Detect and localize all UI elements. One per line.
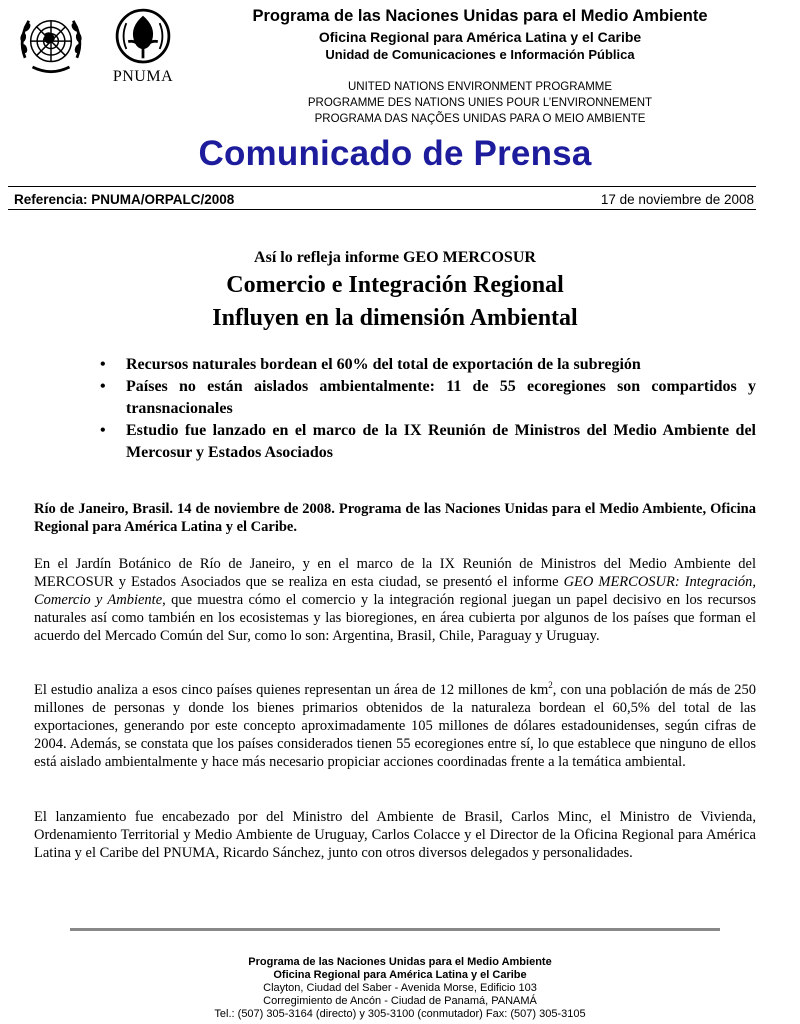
footer-address-1: Clayton, Ciudad del Saber - Avenida Morse, Edificio 103 bbox=[263, 982, 537, 994]
footer-office: Oficina Regional para América Latina y el Caribe bbox=[273, 969, 527, 981]
organization-name-pt: PROGRAMA DAS NAÇÕES UNIDAS PARA O MEIO AMBIENTE bbox=[314, 113, 646, 125]
press-release-title: Comunicado de Prensa bbox=[198, 134, 592, 173]
body-paragraph-2 bbox=[34, 681, 756, 771]
un-emblem-logo bbox=[14, 6, 88, 80]
unep-globe-logo bbox=[106, 6, 180, 68]
footer-organization: Programa de las Naciones Unidas para el Medio Ambiente bbox=[248, 956, 552, 968]
communications-unit-name: Unidad de Comunicaciones e Información Pública bbox=[325, 47, 635, 62]
report-title: GEO MERCOSUR: Integración, Comercio y Ambiente bbox=[34, 574, 756, 608]
bullet-glyph: • bbox=[100, 422, 106, 439]
body-paragraph-3: El lanzamiento fue encabezado por del Ministro del Ambiente de Brasil, Carlos Minc, el Ministro de Vivienda, Ordenamiento Territorial y Medio Ambiente de Uruguay, Carlos Colacce y el Director de la Oficina Regional para América Latina y el Caribe del PNUMA, Ricardo Sánchez, junto con otros diversos delegados y personalidades. bbox=[34, 809, 756, 861]
headline-line-1: Comercio e Integración Regional bbox=[226, 272, 564, 298]
dateline-paragraph: Río de Janeiro, Brasil. 14 de noviembre de 2008. Programa de las Naciones Unidas para el Medio Ambiente, Oficina Regional para América Latina y el Caribe. bbox=[34, 501, 756, 535]
headline-line-2: Influyen en la dimensión Ambiental bbox=[212, 305, 578, 331]
highlight-item bbox=[100, 376, 756, 420]
footer-address-2: Corregimiento de Ancón - Ciudad de Panamá, PANAMÁ bbox=[263, 995, 537, 1007]
highlight-text: Recursos naturales bordean el 60% del total de exportación de la subregión bbox=[126, 356, 641, 373]
pnuma-logo-text: PNUMA bbox=[112, 68, 174, 85]
organization-name-en: UNITED NATIONS ENVIRONMENT PROGRAMME bbox=[347, 81, 613, 93]
organization-name-es: Programa de las Naciones Unidas para el Medio Ambiente bbox=[252, 7, 708, 25]
highlights-list bbox=[100, 354, 756, 464]
footer-contact: Tel.: (507) 305-3164 (directo) y 305-3100 (conmutador) Fax: (507) 305-3105 bbox=[214, 1008, 586, 1020]
paragraph-text: , que muestra cómo el comercio y la integración regional juegan un papel decisivo en los recursos naturales así como también en los ecosistemas y las bioregiones, en área cubierta por algunos de los países que forman el acuerdo del Mercado Común del Sur, como lo son: Argentina, Brasil, Chile, Paraguay y Uruguay. bbox=[34, 592, 756, 644]
bullet-glyph: • bbox=[100, 378, 106, 395]
reference-bottom-rule bbox=[8, 209, 756, 210]
body-paragraph-1 bbox=[34, 555, 756, 645]
headline-kicker: Así lo refleja informe GEO MERCOSUR bbox=[254, 249, 536, 266]
highlight-text: Estudio fue lanzado en el marco de la IX Reunión de Ministros del Medio Ambiente del Mercosur y Estados Asociados bbox=[126, 422, 756, 461]
paragraph-text: , con una población de más de 250 millones de personas y donde los bienes primarios obtenidos de la naturaleza bordean el 60,5% del total de las exportaciones, generando por este concepto aproximadamente 105 millones de dólares estadounidenses, según cifras de 2004. Además, se constata que los países considerados tienen 55 ecoregiones entre sí, lo que establece que ninguno de ellos está aislado ambientalmente y hace más necesario propiciar acciones coordinadas frente a la temática ambiental. bbox=[34, 682, 756, 770]
superscript: 2 bbox=[548, 680, 553, 691]
reference-number: Referencia: PNUMA/ORPALC/2008 bbox=[14, 192, 235, 207]
highlight-text: Países no están aislados ambientalmente: 11 de 55 ecoregiones son compartidos y transnacionales bbox=[126, 378, 756, 417]
paragraph-text: El estudio analiza a esos cinco países quienes representan un área de 12 millones de km bbox=[34, 682, 549, 698]
bullet-glyph: • bbox=[100, 356, 106, 373]
footer-rule bbox=[70, 928, 720, 931]
release-date: 17 de noviembre de 2008 bbox=[600, 192, 754, 207]
highlight-item bbox=[100, 420, 756, 464]
highlight-item bbox=[100, 354, 756, 376]
organization-name-fr: PROGRAMME DES NATIONS UNIES POUR L’ENVIRONNEMENT bbox=[307, 97, 653, 109]
regional-office-name: Oficina Regional para América Latina y el Caribe bbox=[318, 29, 642, 45]
paragraph-text: En el Jardín Botánico de Río de Janeiro, y en el marco de la IX Reunión de Ministros del Medio Ambiente del MERCOSUR y Estados Asociados que se realiza en esta ciudad, se presentó el informe bbox=[34, 556, 756, 590]
reference-top-rule bbox=[8, 186, 756, 187]
